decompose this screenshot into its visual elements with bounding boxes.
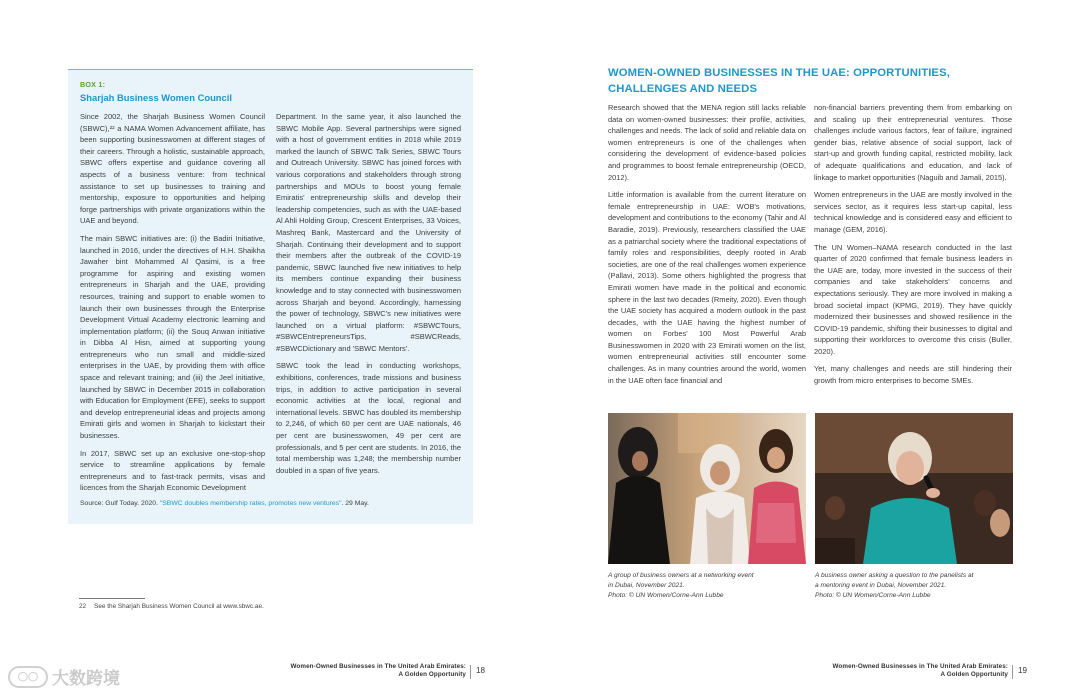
paragraph: Since 2002, the Sharjah Business Women Council (SBWC),²² a NAMA Women Advancement affiliate, has been supporting businesswomen at different stages of their careers. Through a holistic, sustainable approach, SBWC offers expertise and guidance covering all aspects of a business venture: from technical assistance to set up businesses to training and mentorship, exposure to opportunities and helping forge partnerships with private organizations within the UAE and beyond. (80, 112, 265, 226)
page-number: 19 (1018, 666, 1027, 675)
photo-caption-2 (815, 571, 1013, 601)
photo-caption-1 (608, 571, 806, 601)
source-suffix: . 29 May. (341, 500, 369, 507)
caption-line: a mentoring event in Dubai, November 2021. (815, 582, 947, 589)
page-number: 18 (476, 666, 485, 675)
caption-line: A business owner asking a question to the panelists at (815, 572, 974, 579)
footer-subtitle: A Golden Opportunity (940, 671, 1008, 678)
caption-line: in Dubai, November 2021. (608, 582, 685, 589)
box-column-1 (80, 111, 265, 500)
box-source (80, 500, 369, 507)
paragraph: The UN Women–NAMA research conducted in the last quarter of 2020 confirmed that female business leaders in the UAE are, today, more invested in the success of their companies and take stakeholders' concerns and expectations seriously. They are more involved in making a broad societal impact (KPMG, 2019). They have quickly modernized their businesses and showed resilience in the COVID-19 pandemic, shifting their businesses to digital and supporting their workforces to overcome this crisis (Buller, 2020). (814, 242, 1012, 356)
footer-subtitle: A Golden Opportunity (398, 671, 466, 678)
running-footer (291, 663, 467, 679)
footer-separator (1012, 665, 1013, 679)
section-heading: WOMEN-OWNED BUSINESSES IN THE UAE: OPPORTUNITIES, CHALLENGES AND NEEDS (608, 67, 950, 95)
caption-line: A group of business owners at a networking event (608, 572, 754, 579)
paragraph: In 2017, SBWC set up an exclusive one-stop-shop service to streamline applications by female entrepreneurs and to fast-track permits, visas and licences from the Sharjah Economic Development (80, 448, 265, 493)
footnote-divider (79, 598, 145, 599)
paragraph: Women entrepreneurs in the UAE are mostly involved in the services sector, as it requires less start-up capital, less technical knowledge and is considered easy and efficient to manage (GEM, 2016). (814, 190, 1012, 234)
running-footer (833, 663, 1009, 679)
watermark-text: 大数跨境 (52, 669, 120, 688)
paragraph: non-financial barriers preventing them from embarking on and scaling up their entrepreneurial ventures. Those challenges include various factors, fear of failure, ingrained gender bias, relative absence of social support, lack of start-up and growth funding capital, restricted mobility, lack of adequate qualifications and education, and lack of linkage to market opportunities (Naguib and Jamali, 2015). (814, 103, 1012, 182)
page-19 (540, 0, 1080, 699)
watermark (8, 664, 120, 689)
text-column-2 (814, 102, 1012, 393)
box-title: Sharjah Business Women Council (80, 92, 232, 103)
mentoring-event-photo (815, 413, 1013, 564)
footer-separator (470, 665, 471, 679)
caption-credit: Photo: © UN Women/Corne-Ann Lubbe (815, 592, 931, 599)
watermark-logo-icon: ◯◯ (8, 666, 48, 688)
paragraph: Research showed that the MENA region still lacks reliable data on women-owned businesses: their profile, activities, challenges and needs. The lack of solid and reliable data on women entrepreneurs is one of the challenges when considering the development of evidence-based policies and programmes to boost female entrepreneurship (OECD, 2012). (608, 103, 806, 182)
paragraph: Little information is available from the current literature on female entrepreneurship in UAE: WOB's motivations, development and contributions to the economy (Tahir and Al Baradie, 2019). Previously, researchers classified the UAE as a patriarchal society where the traditional expectations of family roles and responsibilities, deeply rooted in Arab societies, are one of the real challenges women experience (Pallavi, 2013). Some others highlighted the progress that Emirati women have made in the political and economic sphere in the last two decades (Rmeity, 2020). Even though the UAE society has acquired a modern outlook in the past decades, with the UAE having the highest number of women on Forbes' 100 Most Powerful Arab Businesswomen in 2020 with 23 Emirati women on the list, women entrepreneurial activities still encounter some challenges. As in many countries around the world, women in the UAE often face financial and (608, 190, 806, 385)
caption-credit: Photo: © UN Women/Corne-Ann Lubbe (608, 592, 724, 599)
box-label: BOX 1: (80, 80, 106, 89)
networking-event-photo (608, 413, 806, 564)
footer-title: Women-Owned Businesses in The United Arab Emirates: (832, 663, 1008, 670)
footer-title: Women-Owned Businesses in The United Arab Emirates: (290, 663, 466, 670)
source-link[interactable]: "SBWC doubles membership rates, promotes new ventures" (159, 500, 342, 507)
paragraph: The main SBWC initiatives are: (i) the Badiri Initiative, launched in 2016, under the directives of H.H. Shaikha Jawaher bint Mohammed Al Qasimi, is a free programme for aspiring and existing women entrepreneurs in Sharjah and the UAE, providing resources, training and support to enable women to launch their own businesses through the Enterprise Development Virtual Academy electronic learning and implementation platform; (ii) the Souq Anwan initiative in Dibba Al Hisn, aimed at supporting young entrepreneurs who run small and middle-sized enterprises in the UAE, by providing them with office space and relevant training; and (iii) the Jeel initiative, launched by SBWC in December 2015 in collaboration with Education for Employment (EFE), seeks to support and develop entrepreneurial ideas and projects among Emirati girls and women in Sharjah to kickstart their businesses. (80, 233, 265, 441)
paragraph: SBWC took the lead in conducting workshops, exhibitions, conferences, trade missions and business trips, in addition to active participation in several economic activities at the local, regional and international levels. SBWC has doubled its membership to 2,246, of which 60 per cent are UAE nationals, 46 per cent are businesswomen, 49 per cent are professionals, and 5 per cent are students. In 2016, the total membership was 1,248; the membership number doubled in a span of five years. (276, 361, 461, 475)
paragraph: Yet, many challenges and needs are still hindering their growth from micro enterprises to become SMEs. (814, 364, 1012, 386)
footnote-number: 22 (79, 603, 87, 610)
paragraph: Department. In the same year, it also launched the SBWC Mobile App. Several partnerships were signed with a host of government entities in 2018 while 2019 marked the launch of SBWC Talk Series, SBWC Tours and Outreach University. SBWC has joined forces with various corporations and stakeholders through strong partnerships and MOUs to boost young female Emiratis' entrepreneurship skills and develop their leadership competencies, such as with the UAE-based Al Ahli Holding Group, Crescent Enterprises, 33 Voices, Mashreq Bank, Mastercard and the University of Sharjah. Continuing their development and to support their members after the outbreak of the COVID-19 pandemic, SBWC launched five new initiatives to help its members continue expanding their business knowledge and to stay connected with businesswomen across Sharjah and beyond. Accordingly, harnessing the power of technology, SBWC's new initiatives were launched on a virtual platform: #SBWCTours, #SBWCEntrepreneursTips, #SBWCReads, #SBWCDictionary and 'SBWC Mentors'. (276, 112, 461, 353)
footnote (79, 603, 264, 610)
text-column-1 (608, 102, 806, 393)
box-column-2 (276, 111, 461, 500)
footnote-text: See the Sharjah Business Women Council at www.sbwc.ae. (94, 603, 264, 610)
source-prefix: Source: Gulf Today. 2020. (80, 500, 160, 507)
box-1 (68, 69, 473, 524)
